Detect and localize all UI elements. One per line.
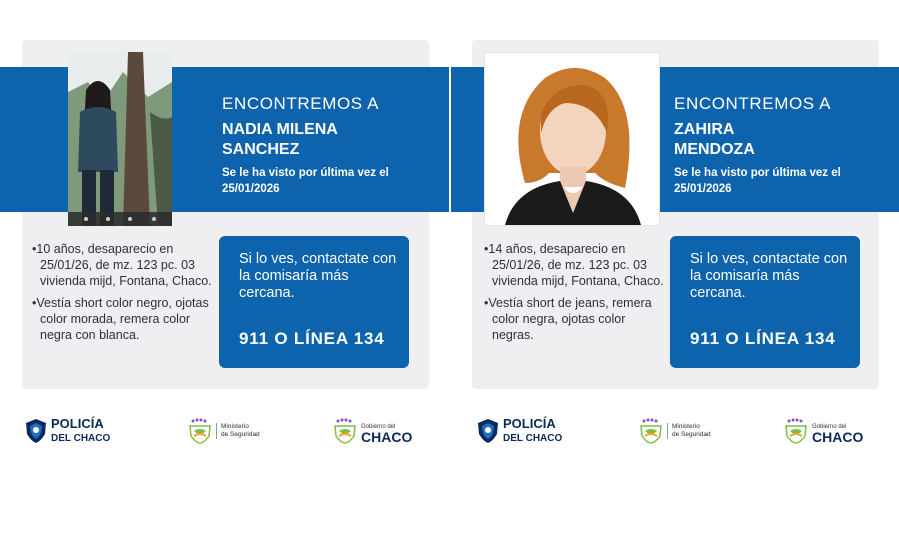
person-name: NADIA MILENA SANCHEZ [222,121,338,158]
heading-prefix: ENCONTREMOS A [222,94,380,113]
policia-logo: POLICÍA DEL CHACO [477,414,562,448]
person-details [32,241,212,349]
detail-item: •Vestía short de jeans, remera color negra, ojotas color negras. [484,296,652,342]
missing-person-photo [68,52,172,226]
ministerio-leaf-icon [639,418,663,444]
contact-message: Si lo ves, contactate con la comisaría más cercana. [239,251,397,301]
police-shield-icon [25,418,47,444]
detail-item: •14 años, desaparecio en 25/01/26, de mz. 123 pc. 03 vivienda mijd, Fontana, Chaco. [484,242,664,288]
gobierno-leaf-icon [333,418,357,444]
ministerio-logo: Ministerio de Seguridad [188,414,260,448]
last-seen: Se le ha visto por última vez el 25/01/2026 [222,167,389,195]
contact-phone: 911 O LÍNEA 134 [690,329,836,348]
detail-item: •10 años, desaparecio en 25/01/26, de mz. 123 pc. 03 vivienda mijd, Fontana, Chaco. [32,242,212,288]
person-details [484,241,664,349]
detail-item: •Vestía short color negro, ojotas color morada, remera color negra con blanca. [32,296,209,342]
gobierno-leaf-icon [784,418,808,444]
contact-phone: 911 O LÍNEA 134 [239,329,385,348]
gobierno-logo: Gobierno del CHACO [784,414,863,448]
last-seen: Se le ha visto por última vez el 25/01/2026 [674,167,841,195]
placeholder-silhouette-icon [484,52,660,226]
gobierno-logo: Gobierno del CHACO [333,414,412,448]
ministerio-logo: Ministerio de Seguridad [639,414,711,448]
police-shield-icon [477,418,499,444]
poster-heading [222,94,432,197]
contact-message: Si lo ves, contactate con la comisaría más cercana. [690,251,848,301]
heading-prefix: ENCONTREMOS A [674,94,832,113]
ministerio-leaf-icon [188,418,212,444]
policia-logo: POLICÍA DEL CHACO [25,414,110,448]
poster-heading [674,94,884,197]
person-name: ZAHIRA MENDOZA [674,121,755,158]
contact-box [670,236,860,368]
contact-box [219,236,409,368]
